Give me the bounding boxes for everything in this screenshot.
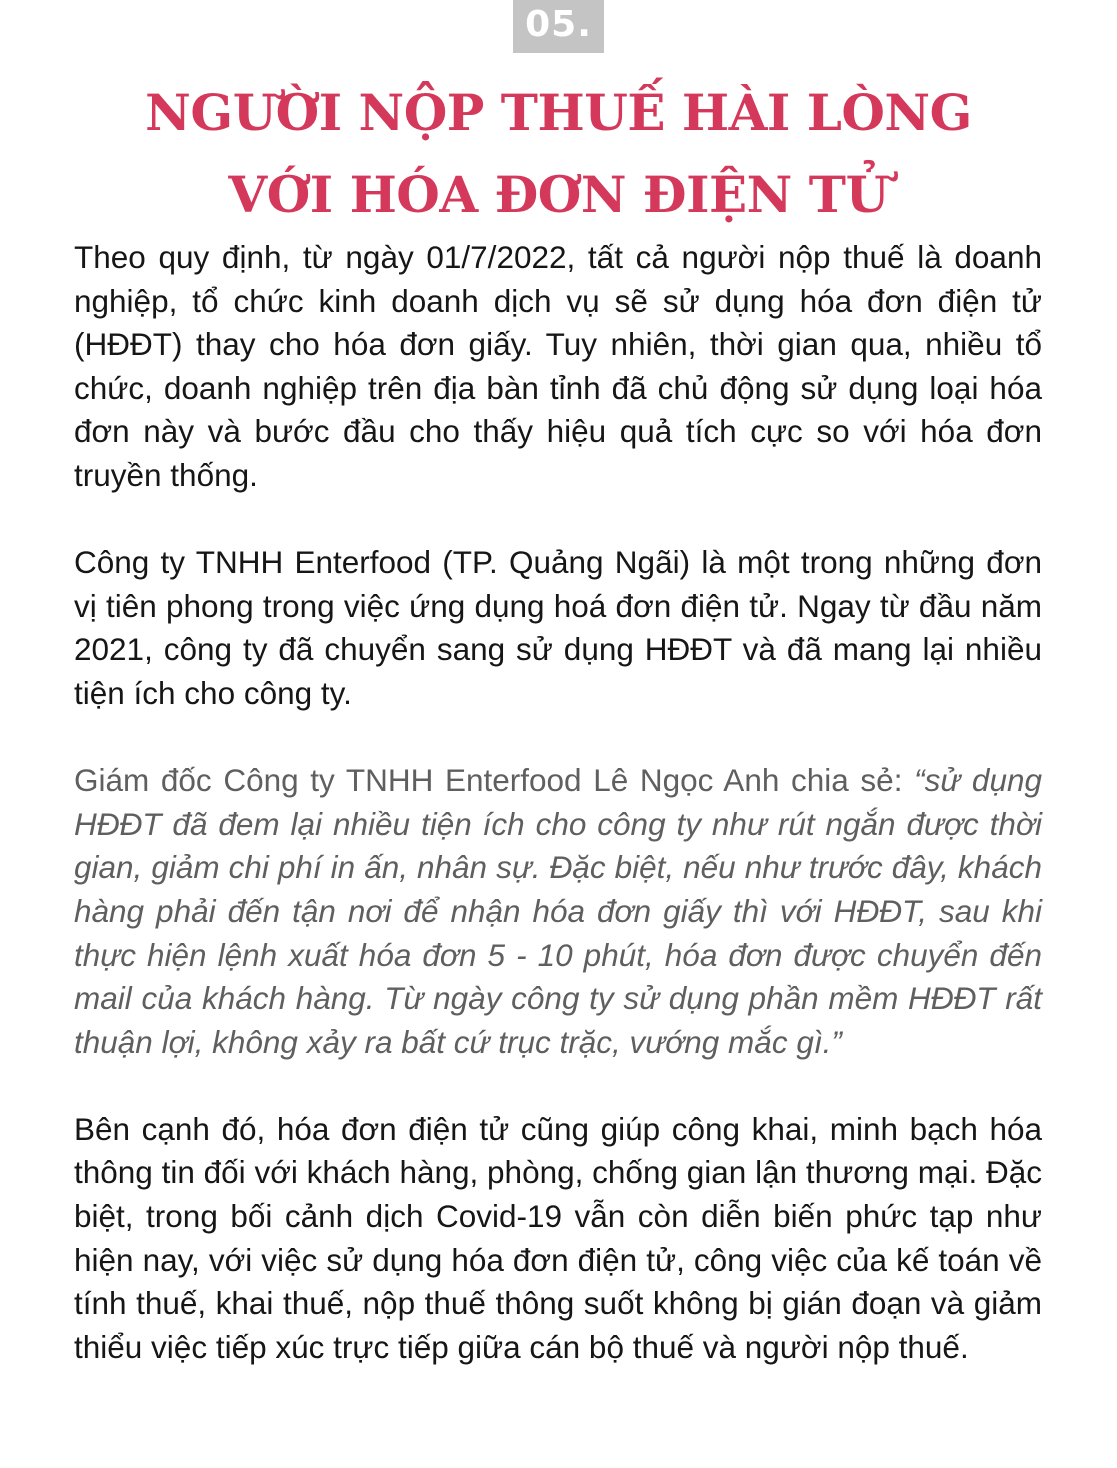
paragraph-director-quote: [74, 759, 1042, 1064]
article-body: [74, 236, 1042, 1369]
article-title-line-1: NGƯỜI NỘP THUẾ HÀI LÒNG: [145, 83, 972, 142]
paragraph-intro: Theo quy định, từ ngày 01/7/2022, tất cả người nộp thuế là doanh nghiệp, tổ chức kinh doanh dịch vụ sẽ sử dụng hóa đơn điện tử (HĐĐT) thay cho hóa đơn giấy. Tuy nhiên, thời gian qua, nhiều tổ chức, doanh nghiệp trên địa bàn tỉnh đã chủ động sử dụng loại hóa đơn này và bước đầu cho thấy hiệu quả tích cực so với hóa đơn truyền thống.: [74, 239, 1042, 493]
paragraph-benefits: Bên cạnh đó, hóa đơn điện tử cũng giúp công khai, minh bạch hóa thông tin đối với khách hàng, phòng, chống gian lận thương mại. Đặc biệt, trong bối cảnh dịch Covid-19 vẫn còn diễn biến phức tạp như hiện nay, với việc sử dụng hóa đơn điện tử, công việc của kế toán về tính thuế, khai thuế, nộp thuế thông suốt không bị gián đoạn và giảm thiểu việc tiếp xúc trực tiếp giữa cán bộ thuế và người nộp thuế.: [74, 1110, 1042, 1365]
article-title-line-2: VỚI HÓA ĐƠN ĐIỆN TỬ: [228, 165, 889, 224]
article-title: [0, 72, 1117, 236]
paragraph-company: Công ty TNHH Enterfood (TP. Quảng Ngãi) là một trong những đơn vị tiên phong trong việc ứng dụng hoá đơn điện tử. Ngay từ đầu năm 2021, công ty đã chuyển sang sử dụng HĐĐT và đã mang lại nhiều tiện ích cho công ty.: [74, 544, 1042, 711]
quote-attribution: Giám đốc Công ty TNHH Enterfood Lê Ngọc Anh chia sẻ:: [74, 762, 915, 799]
quote-text: “sử dụng HĐĐT đã đem lại nhiều tiện ích cho công ty như rút ngắn được thời gian, giảm chi phí in ấn, nhân sự. Đặc biệt, nếu như trước đây, khách hàng phải đến tận nơi để nhận hóa đơn giấy thì với HĐĐT, sau khi thực hiện lệnh xuất hóa đơn 5 - 10 phút, hóa đơn được chuyển đến mail của khách hàng. Từ ngày công ty sử dụng phần mềm HĐĐT rất thuận lợi, không xảy ra bất cứ trục trặc, vướng mắc gì.”: [74, 762, 1043, 1060]
section-number-badge: 05.: [513, 0, 604, 53]
